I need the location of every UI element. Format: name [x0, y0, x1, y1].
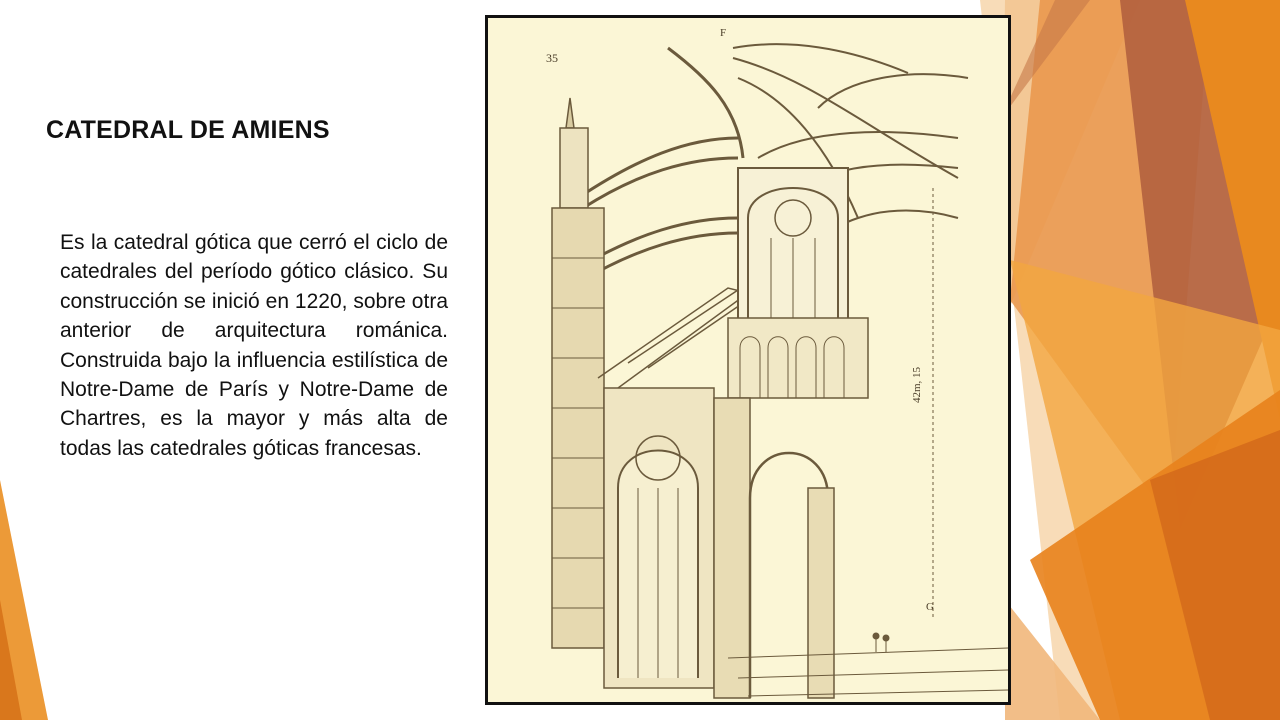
cathedral-drawing-svg [488, 18, 1008, 702]
left-facet-shapes [0, 480, 48, 720]
slide-title: CATEDRAL DE AMIENS [46, 116, 330, 144]
triforium-gallery [728, 318, 868, 398]
drawing-letter-top: F [720, 27, 727, 39]
aisle-wall [604, 388, 714, 688]
cathedral-section-drawing [485, 15, 1011, 705]
slide-body-text: Es la catedral gótica que cerró el ciclo de catedrales del período gótico clásico. Su construcción se inició en 1220, sobre otra anterior de arquitectura románica. Construida bajo la influencia estilística de Notre-Dame de París y Notre-Dame de Chartres, es la mayor y más alta de todas las catedrales góticas francesas. [60, 231, 448, 460]
drawing-page-number: 35 [546, 51, 558, 65]
right-facet-shapes [980, 0, 1280, 720]
drawing-letter-bottom: G [926, 601, 934, 613]
drawing-height-label: 42m, 15 [911, 366, 923, 403]
